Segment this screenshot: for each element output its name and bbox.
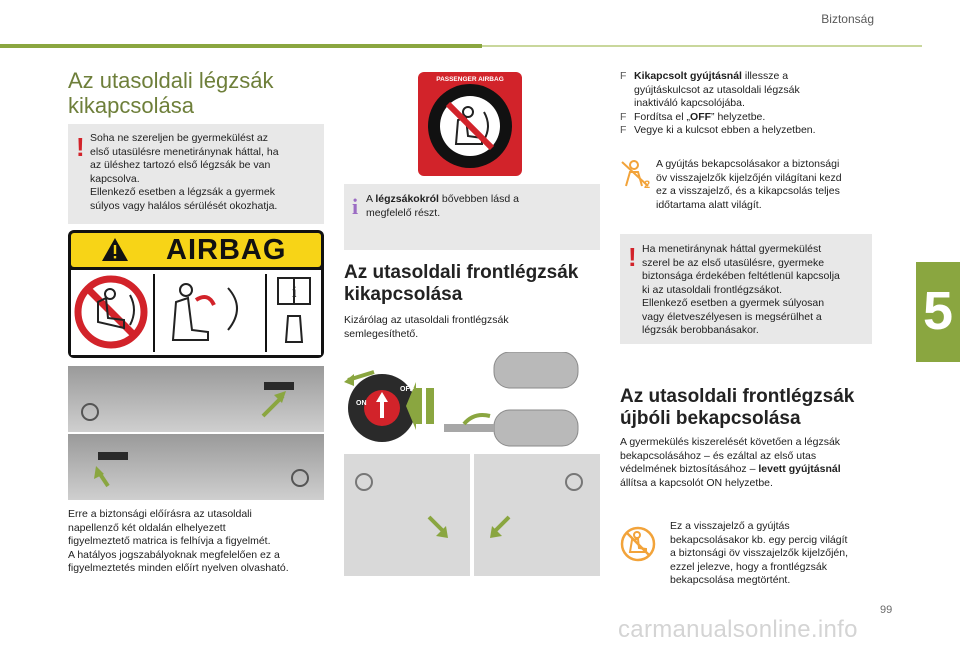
warning-icon: ! — [76, 132, 85, 162]
section-label: Biztonság — [821, 12, 874, 26]
reactivation-body: A gyermekülés kiszerelését követően a légzsák bekapcsolásához – és ezáltal az első utas védelmének biztosításához – levett gyújtásnál állítsa a kapcsolót ON helyzetbe. — [620, 436, 841, 489]
sticker-text: PASSENGER AIRBAG — [436, 76, 504, 83]
step-1: F Kikapcsolt gyújtásnál illessze a gyújtáskulcsot az utasoldali légzsák inaktiváló kapcsolójába. — [620, 70, 800, 109]
chapter-tab: 5 — [916, 262, 960, 362]
passenger-airbag-sticker — [418, 72, 522, 176]
page-title: Az utasoldali légzsák kikapcsolása — [68, 68, 274, 118]
airbag-off-warning-icon — [620, 158, 654, 190]
on-indicator-note: Ez a visszajelző a gyújtás bekapcsolásakor kb. egy percig világít a biztonsági öv visszajelzők kijelzőjén, ezzel jelezve, hogy a frontlégzsák bekapcsolása megtörtént. — [670, 520, 849, 586]
heading-deactivation: Az utasoldali frontlégzsák kikapcsolása — [344, 262, 579, 305]
steps-list — [620, 70, 880, 138]
airbag-label-text: AIRBAG — [166, 234, 287, 266]
switch-on-label: ON — [356, 400, 367, 407]
svg-text:i: i — [292, 284, 297, 301]
sticker-caption: Erre a biztonsági előírásra az utasoldali napellenző két oldalán elhelyezett figyelmeztető matrica is felhívja a figyelmét. A hatályos jogszabályoknak megfelelően ez a figyelmeztetés minden előírt nyelven olvasható. — [68, 508, 289, 574]
watermark: carmanualsonline.info — [618, 616, 858, 643]
airbag-warning-label — [68, 230, 324, 358]
off-indicator-note: A gyújtás bekapcsolásakor a biztonsági öv visszajelzők kijelzőjén világítani kezd ez a visszajelző, és a kikapcsolás teljes időtartama alatt világít. — [656, 158, 842, 211]
airbag-on-indicator-icon — [620, 526, 656, 562]
info-text: A légzsákokról bővebben lásd a megfelelő részt. — [366, 193, 519, 219]
heading-reactivation: Az utasoldali frontlégzsák újbóli bekapcsolása — [620, 386, 855, 429]
page-number: 99 — [880, 604, 893, 616]
header-bar-light — [482, 45, 922, 47]
warning-box-left — [68, 124, 324, 224]
switch-off-label: OFF — [400, 386, 414, 393]
deactivation-body: Kizárólag az utasoldali frontlégzsák semlegesíthető. — [344, 314, 509, 340]
sun-visor-photo — [68, 366, 324, 500]
warning-text-right: Ha menetiránynak háttal gyermekülést szerel be az első utasülésre, gyermeke biztonsága érdekében feltétlenül kapcsolja ki az utasoldali frontlégzsákot. Ellenkező esetben a gyermek súlyosan vagy életveszélyesen is megsérülhet a légzsák berobbanásakor. — [642, 243, 840, 336]
svg-text:2: 2 — [644, 179, 651, 190]
switch-text: PASSENGER AIRBAG — [362, 448, 413, 454]
warning-icon-right: ! — [628, 242, 637, 272]
info-icon: i — [352, 194, 359, 219]
step-2: F Fordítsa el „OFF” helyzetbe. — [620, 110, 766, 123]
warning-text: Soha ne szereljen be gyermekülést az első utasülésre menetiránynak háttal, ha az üléshez tartozó első légzsák be van kapcsolva. Ellenkező esetben a légzsák a gyermek súlyos vagy halálos sérülését okozhatja. — [90, 132, 279, 212]
step-3: F Vegye ki a kulcsot ebben a helyzetben. — [620, 124, 816, 136]
key-switch-illustration — [344, 352, 600, 576]
warning-box-right — [620, 234, 872, 344]
info-box — [344, 184, 600, 250]
header-bar — [0, 44, 482, 48]
